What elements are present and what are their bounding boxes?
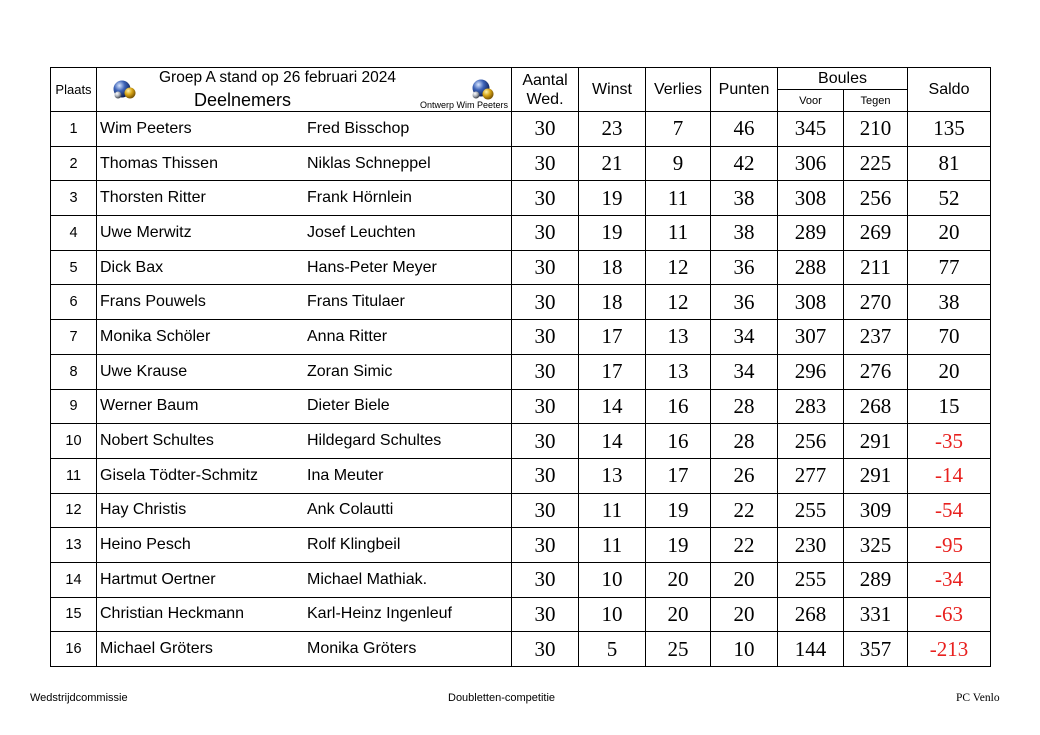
- for-cell: 308: [778, 181, 844, 216]
- player1-name: Uwe Merwitz: [100, 223, 192, 241]
- player1-name: Heino Pesch: [100, 536, 191, 554]
- participants-cell: [97, 354, 512, 389]
- points-cell: 26: [711, 458, 778, 493]
- against-cell: 269: [844, 216, 908, 251]
- lost-cell: 19: [646, 528, 711, 563]
- participants-cell: [97, 597, 512, 632]
- against-cell: 309: [844, 493, 908, 528]
- for-cell: 308: [778, 285, 844, 320]
- saldo-cell: -95: [908, 528, 991, 563]
- participants-cell: [97, 181, 512, 216]
- lost-cell: 17: [646, 458, 711, 493]
- lost-cell: 11: [646, 216, 711, 251]
- points-cell: 36: [711, 250, 778, 285]
- played-cell: 30: [512, 389, 579, 424]
- player1-name: Michael Gröters: [100, 640, 213, 658]
- player2-name: Josef Leuchten: [307, 223, 416, 241]
- for-cell: 230: [778, 528, 844, 563]
- rank-cell: 7: [51, 320, 97, 355]
- saldo-cell: -14: [908, 458, 991, 493]
- played-cell: 30: [512, 493, 579, 528]
- for-cell: 345: [778, 112, 844, 147]
- player2-name: Monika Gröters: [307, 640, 417, 658]
- player2-name: Rolf Klingbeil: [307, 536, 401, 554]
- played-cell: 30: [512, 146, 579, 181]
- player2-name: Michael Mathiak.: [307, 570, 428, 588]
- rank-cell: 4: [51, 216, 97, 251]
- for-cell: 289: [778, 216, 844, 251]
- played-cell: 30: [512, 424, 579, 459]
- player2-name: Karl-Heinz Ingenleuf: [307, 605, 452, 623]
- lost-cell: 11: [646, 181, 711, 216]
- header-verlies: Verlies: [646, 68, 711, 112]
- table-row: [51, 458, 991, 493]
- against-cell: 331: [844, 597, 908, 632]
- header-title-cell: [97, 68, 512, 112]
- footer-competition: Doubletten-competitie: [448, 692, 556, 704]
- header-punten: Punten: [711, 68, 778, 112]
- won-cell: 5: [579, 632, 646, 667]
- table-row: [51, 354, 991, 389]
- won-cell: 17: [579, 354, 646, 389]
- participants-cell: [97, 146, 512, 181]
- player1-name: Thorsten Ritter: [100, 189, 206, 207]
- played-cell: 30: [512, 528, 579, 563]
- petanque-balls-icon: [468, 78, 496, 100]
- rank-cell: 16: [51, 632, 97, 667]
- saldo-cell: -34: [908, 562, 991, 597]
- won-cell: 14: [579, 389, 646, 424]
- saldo-cell: 20: [908, 216, 991, 251]
- participants-cell: [97, 528, 512, 563]
- player1-name: Thomas Thissen: [100, 154, 218, 172]
- table-row: [51, 389, 991, 424]
- won-cell: 23: [579, 112, 646, 147]
- player1-name: Frans Pouwels: [100, 293, 206, 311]
- player1-name: Nobert Schultes: [100, 432, 214, 450]
- player2-name: Niklas Schneppel: [307, 154, 431, 172]
- played-cell: 30: [512, 320, 579, 355]
- player2-name: Frans Titulaer: [307, 293, 405, 311]
- points-cell: 20: [711, 597, 778, 632]
- standings-table: [50, 67, 991, 667]
- won-cell: 18: [579, 285, 646, 320]
- played-cell: 30: [512, 632, 579, 667]
- footer-committee: Wedstrijdcommissie: [30, 692, 128, 704]
- played-cell: 30: [512, 597, 579, 632]
- for-cell: 256: [778, 424, 844, 459]
- rank-cell: 2: [51, 146, 97, 181]
- points-cell: 20: [711, 562, 778, 597]
- player1-name: Monika Schöler: [100, 327, 211, 345]
- points-cell: 38: [711, 216, 778, 251]
- header-boules: Boules: [778, 68, 908, 90]
- petanque-balls-icon: [111, 78, 139, 100]
- saldo-cell: 81: [908, 146, 991, 181]
- player1-name: Hartmut Oertner: [100, 570, 216, 588]
- page-title: Groep A stand op 26 februari 2024: [159, 69, 396, 86]
- rank-cell: 6: [51, 285, 97, 320]
- played-cell: 30: [512, 250, 579, 285]
- for-cell: 283: [778, 389, 844, 424]
- against-cell: 256: [844, 181, 908, 216]
- for-cell: 296: [778, 354, 844, 389]
- player2-name: Frank Hörnlein: [307, 189, 412, 207]
- against-cell: 225: [844, 146, 908, 181]
- rank-cell: 15: [51, 597, 97, 632]
- for-cell: 255: [778, 493, 844, 528]
- saldo-cell: -213: [908, 632, 991, 667]
- for-cell: 288: [778, 250, 844, 285]
- header-wed: Wed.: [526, 90, 564, 108]
- player1-name: Werner Baum: [100, 397, 199, 415]
- table-row: [51, 181, 991, 216]
- header-row: [51, 68, 991, 90]
- table-row: [51, 424, 991, 459]
- lost-cell: 13: [646, 354, 711, 389]
- participants-cell: [97, 632, 512, 667]
- saldo-cell: -63: [908, 597, 991, 632]
- participants-cell: [97, 250, 512, 285]
- points-cell: 34: [711, 320, 778, 355]
- lost-cell: 12: [646, 285, 711, 320]
- for-cell: 307: [778, 320, 844, 355]
- rank-cell: 14: [51, 562, 97, 597]
- points-cell: 36: [711, 285, 778, 320]
- saldo-cell: 20: [908, 354, 991, 389]
- table-row: [51, 493, 991, 528]
- player2-name: Ina Meuter: [307, 466, 384, 484]
- won-cell: 19: [579, 181, 646, 216]
- player1-name: Uwe Krause: [100, 362, 188, 380]
- won-cell: 14: [579, 424, 646, 459]
- table-row: [51, 320, 991, 355]
- rank-cell: 11: [51, 458, 97, 493]
- played-cell: 30: [512, 181, 579, 216]
- against-cell: 211: [844, 250, 908, 285]
- won-cell: 21: [579, 146, 646, 181]
- won-cell: 18: [579, 250, 646, 285]
- played-cell: 30: [512, 354, 579, 389]
- points-cell: 22: [711, 528, 778, 563]
- lost-cell: 9: [646, 146, 711, 181]
- table-row: [51, 285, 991, 320]
- player1-name: Dick Bax: [100, 258, 164, 276]
- participants-cell: [97, 493, 512, 528]
- against-cell: 237: [844, 320, 908, 355]
- lost-cell: 25: [646, 632, 711, 667]
- for-cell: 268: [778, 597, 844, 632]
- participants-cell: [97, 458, 512, 493]
- lost-cell: 20: [646, 562, 711, 597]
- rank-cell: 3: [51, 181, 97, 216]
- won-cell: 11: [579, 528, 646, 563]
- lost-cell: 19: [646, 493, 711, 528]
- table-row: [51, 250, 991, 285]
- points-cell: 22: [711, 493, 778, 528]
- points-cell: 28: [711, 424, 778, 459]
- played-cell: 30: [512, 285, 579, 320]
- rank-cell: 10: [51, 424, 97, 459]
- player1-name: Wim Peeters: [100, 119, 192, 137]
- won-cell: 19: [579, 216, 646, 251]
- lost-cell: 7: [646, 112, 711, 147]
- standings-body: [51, 112, 991, 667]
- header-voor: Voor: [778, 90, 844, 112]
- rank-cell: 1: [51, 112, 97, 147]
- participants-cell: [97, 216, 512, 251]
- won-cell: 17: [579, 320, 646, 355]
- designer-credit: Ontwerp Wim Peeters: [419, 100, 508, 110]
- points-cell: 28: [711, 389, 778, 424]
- saldo-cell: 15: [908, 389, 991, 424]
- table-row: [51, 146, 991, 181]
- saldo-cell: 135: [908, 112, 991, 147]
- played-cell: 30: [512, 562, 579, 597]
- participants-cell: [97, 320, 512, 355]
- lost-cell: 20: [646, 597, 711, 632]
- won-cell: 10: [579, 597, 646, 632]
- rank-cell: 12: [51, 493, 97, 528]
- player2-name: Anna Ritter: [307, 327, 388, 345]
- saldo-cell: 38: [908, 285, 991, 320]
- for-cell: 144: [778, 632, 844, 667]
- saldo-cell: 52: [908, 181, 991, 216]
- for-cell: 255: [778, 562, 844, 597]
- table-row: [51, 216, 991, 251]
- header-plaats: Plaats: [51, 68, 97, 112]
- player1-name: Gisela Tödter-Schmitz: [100, 466, 258, 484]
- participants-cell: [97, 424, 512, 459]
- lost-cell: 16: [646, 389, 711, 424]
- against-cell: 268: [844, 389, 908, 424]
- against-cell: 276: [844, 354, 908, 389]
- player2-name: Zoran Simic: [307, 362, 393, 380]
- for-cell: 277: [778, 458, 844, 493]
- against-cell: 291: [844, 424, 908, 459]
- saldo-cell: -35: [908, 424, 991, 459]
- for-cell: 306: [778, 146, 844, 181]
- participants-cell: [97, 562, 512, 597]
- against-cell: 291: [844, 458, 908, 493]
- played-cell: 30: [512, 458, 579, 493]
- header-winst: Winst: [579, 68, 646, 112]
- saldo-cell: 70: [908, 320, 991, 355]
- player2-name: Dieter Biele: [307, 397, 390, 415]
- rank-cell: 5: [51, 250, 97, 285]
- points-cell: 42: [711, 146, 778, 181]
- against-cell: 289: [844, 562, 908, 597]
- points-cell: 34: [711, 354, 778, 389]
- won-cell: 10: [579, 562, 646, 597]
- header-aantal: Aantal: [522, 71, 568, 89]
- against-cell: 210: [844, 112, 908, 147]
- footer-club: PC Venlo: [956, 692, 1000, 704]
- against-cell: 270: [844, 285, 908, 320]
- player2-name: Fred Bisschop: [307, 119, 410, 137]
- player2-name: Ank Colautti: [307, 501, 394, 519]
- played-cell: 30: [512, 112, 579, 147]
- rank-cell: 8: [51, 354, 97, 389]
- table-row: [51, 597, 991, 632]
- table-row: [51, 528, 991, 563]
- points-cell: 10: [711, 632, 778, 667]
- points-cell: 38: [711, 181, 778, 216]
- table-row: [51, 632, 991, 667]
- played-cell: 30: [512, 216, 579, 251]
- against-cell: 357: [844, 632, 908, 667]
- table-row: [51, 112, 991, 147]
- header-saldo: Saldo: [908, 68, 991, 112]
- won-cell: 11: [579, 493, 646, 528]
- lost-cell: 13: [646, 320, 711, 355]
- player1-name: Hay Christis: [100, 501, 187, 519]
- rank-cell: 13: [51, 528, 97, 563]
- header-tegen: Tegen: [844, 90, 908, 112]
- lost-cell: 12: [646, 250, 711, 285]
- against-cell: 325: [844, 528, 908, 563]
- participants-cell: [97, 285, 512, 320]
- participants-cell: [97, 389, 512, 424]
- saldo-cell: 77: [908, 250, 991, 285]
- header-aantal-wed: [512, 68, 579, 112]
- rank-cell: 9: [51, 389, 97, 424]
- won-cell: 13: [579, 458, 646, 493]
- saldo-cell: -54: [908, 493, 991, 528]
- participants-cell: [97, 112, 512, 147]
- player2-name: Hans-Peter Meyer: [307, 258, 437, 276]
- points-cell: 46: [711, 112, 778, 147]
- player2-name: Hildegard Schultes: [307, 432, 442, 450]
- participants-label: Deelnemers: [194, 90, 292, 110]
- lost-cell: 16: [646, 424, 711, 459]
- table-row: [51, 562, 991, 597]
- player1-name: Christian Heckmann: [100, 605, 245, 623]
